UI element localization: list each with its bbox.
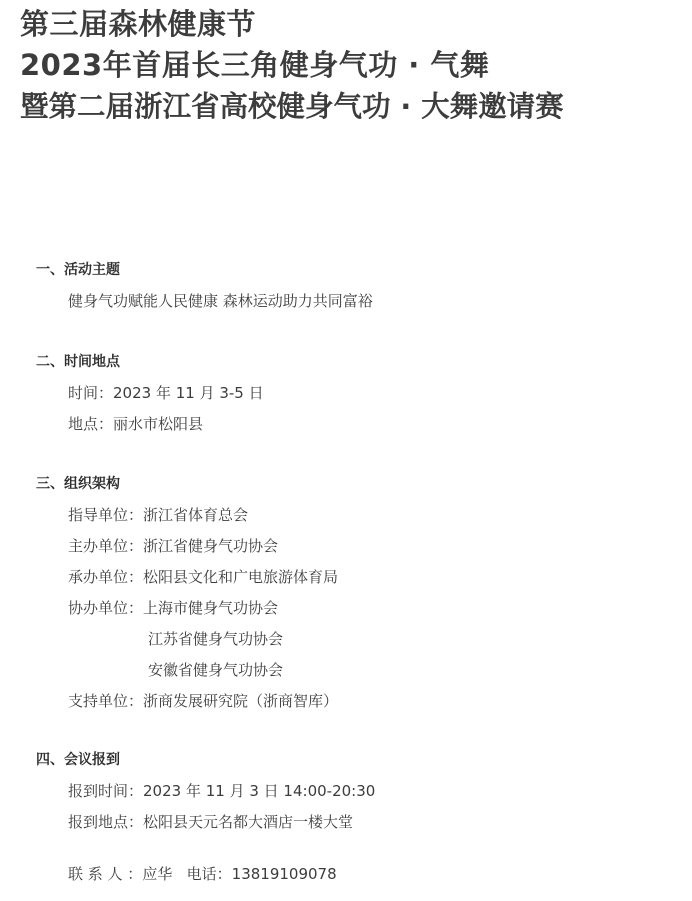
co-unit-label: 协办单位：	[68, 599, 144, 617]
support-unit-label: 支持单位：	[68, 692, 144, 710]
registration-time-label: 报到时间：	[68, 782, 144, 800]
host-unit-line	[68, 536, 676, 556]
title-line-3: 暨第二届浙江省高校健身气功 · 大舞邀请赛	[20, 90, 564, 123]
contact-label: 联 系 人 ：	[68, 865, 143, 883]
place-label: 地点：	[68, 415, 114, 433]
section-theme	[36, 260, 676, 322]
title-line-2: 2023年首届长三角健身气功 · 气舞	[20, 48, 490, 82]
phone-value: 13819109078	[231, 865, 337, 883]
section-time-place	[36, 352, 676, 445]
co-unit-line	[68, 598, 676, 618]
document-title	[20, 4, 690, 127]
section-heading: 三、组织架构	[36, 476, 120, 492]
guide-unit-value: 浙江省体育总会	[143, 506, 249, 524]
co-unit-value: 江苏省健身气功协会	[148, 630, 284, 648]
section-heading: 一、活动主题	[36, 262, 120, 278]
host-unit-value: 浙江省健身气功协会	[143, 537, 279, 555]
co-unit-value: 安徽省健身气功协会	[148, 661, 284, 679]
registration-place-line	[68, 812, 676, 832]
co-unit-line	[148, 660, 676, 680]
theme-text: 健身气功赋能人民健康 森林运动助力共同富裕	[68, 292, 373, 310]
guide-unit-line	[68, 505, 676, 525]
registration-time-value: 2023 年 11 月 3 日 14:00-20:30	[143, 782, 376, 800]
guide-unit-label: 指导单位：	[68, 506, 144, 524]
co-unit-value: 上海市健身气功协会	[143, 599, 279, 617]
section-organization	[36, 474, 676, 722]
organizer-unit-value: 松阳县文化和广电旅游体育局	[143, 568, 339, 586]
organizer-unit-label: 承办单位：	[68, 568, 144, 586]
section-registration	[36, 750, 676, 895]
registration-place-label: 报到地点：	[68, 813, 144, 831]
host-unit-label: 主办单位：	[68, 537, 144, 555]
section-heading: 二、时间地点	[36, 354, 120, 370]
section-heading: 四、会议报到	[36, 752, 120, 768]
place-value: 丽水市松阳县	[113, 415, 204, 433]
contact-line	[68, 864, 676, 884]
organizer-unit-line	[68, 567, 676, 587]
phone-label: 电话：	[186, 865, 232, 883]
time-value: 2023 年 11 月 3-5 日	[113, 384, 264, 402]
registration-place-value: 松阳县天元名都大酒店一楼大堂	[143, 813, 354, 831]
time-label: 时间：	[68, 384, 114, 402]
title-line-1: 第三届森林健康节	[20, 7, 257, 41]
support-unit-line	[68, 691, 676, 711]
place-line	[68, 414, 676, 434]
contact-name: 应华	[142, 865, 173, 883]
time-line	[68, 383, 676, 403]
support-unit-value: 浙商发展研究院（浙商智库）	[143, 692, 339, 710]
co-unit-line	[148, 629, 676, 649]
registration-time-line	[68, 781, 676, 801]
